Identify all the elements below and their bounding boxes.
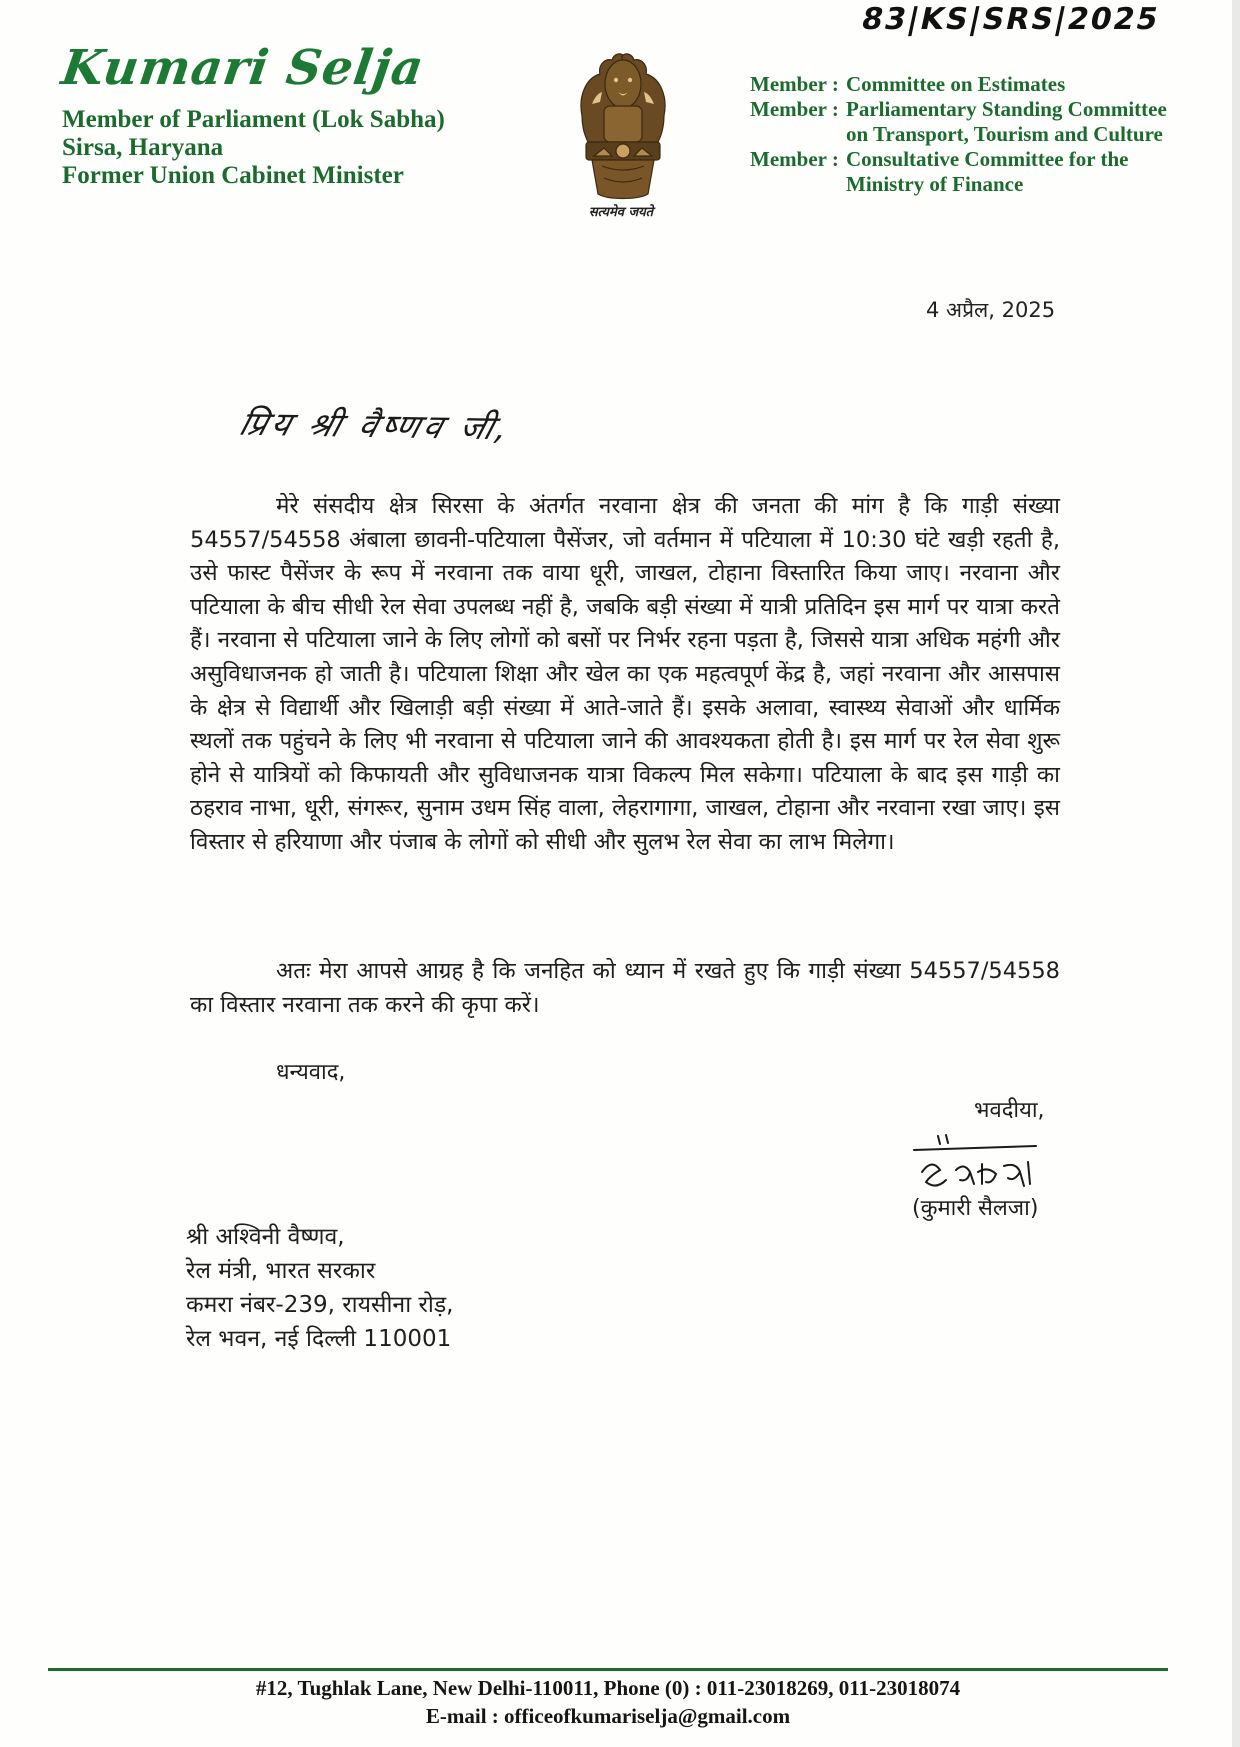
committee-name: Consultative Committee for the (846, 147, 1129, 171)
committee-name: Parliamentary Standing Committee (846, 97, 1167, 121)
emblem-motto: सत्यमेव जयते (588, 205, 654, 220)
recipient-line: रेल मंत्री, भारत सरकार (186, 1258, 376, 1284)
letterhead-footer (48, 1674, 1168, 1730)
committee-label: Member : (750, 72, 839, 96)
designation-line: Former Union Cabinet Minister (62, 162, 404, 189)
national-emblem-icon (568, 44, 678, 204)
thanks-line: धन्यवाद, (276, 1060, 346, 1085)
letter-date: 4 अप्रैल, 2025 (926, 298, 1056, 322)
letterhead-name: Kumari Selja (58, 40, 428, 96)
committee-label (750, 122, 846, 147)
designation-line: Sirsa, Haryana (62, 134, 224, 161)
committee-name: on Transport, Tourism and Culture (846, 122, 1163, 146)
committee-row (750, 122, 1167, 147)
committee-label (750, 172, 846, 197)
signatory-name: (कुमारी सैलजा) (912, 1196, 1039, 1221)
letter-request-paragraph: अतः मेरा आपसे आग्रह है कि जनहित को ध्यान में रखते हुए कि गाड़ी संख्या 54557/54558 का विस्तार नरवाना तक करने की कृपा करें। (190, 958, 1060, 1018)
committee-label: Member : (750, 97, 839, 121)
committee-row (750, 72, 1167, 97)
designation-line: Member of Parliament (Lok Sabha) (62, 106, 445, 133)
committee-row (750, 147, 1167, 172)
handwritten-reference-number: 83|KS|SRS|2025 (858, 2, 1164, 37)
page-edge (1232, 0, 1240, 1747)
committee-row (750, 172, 1167, 197)
committee-label: Member : (750, 147, 839, 171)
recipient-line: कमरा नंबर-239, रायसीना रोड़, (186, 1292, 454, 1318)
handwritten-salutation: प्रिय श्री वैष्णव जी, (235, 403, 517, 448)
recipient-line: श्री अश्विनी वैष्णव, (186, 1224, 345, 1250)
recipient-address (186, 1220, 453, 1356)
footer-divider (48, 1668, 1168, 1671)
committee-row (750, 97, 1167, 122)
handwritten-signature (908, 1132, 1048, 1198)
committee-name: Committee on Estimates (846, 72, 1066, 96)
letterhead-designation (62, 106, 445, 190)
recipient-line: रेल भवन, नई दिल्ली 110001 (186, 1326, 452, 1352)
committee-list (750, 72, 1167, 197)
footer-email: E-mail : officeofkumariselja@gmail.com (425, 1704, 791, 1728)
letter-body-paragraph: मेरे संसदीय क्षेत्र सिरसा के अंतर्गत नरवाना क्षेत्र की जनता की मांग है कि गाड़ी संख्या 54557/54558 अंबाला छावनी-पटियाला पैसेंजर, जो वर्तमान में पटियाला में 10:30 घंटे खड़ी रहती है, उसे फास्ट पैसेंजर के रूप में नरवाना तक वाया धूरी, जाखल, टोहाना विस्तारित किया जाए। नरवाना और पटियाला के बीच सीधी रेल सेवा उपलब्ध नहीं है, जबकि बड़ी संख्या में यात्री प्रतिदिन इस मार्ग पर यात्रा करते हैं। नरवाना से पटियाला जाने के लिए लोगों को बसों पर निर्भर रहना पड़ता है, जिससे यात्रा अधिक महंगी और असुविधाजनक हो जाती है। पटियाला शिक्षा और खेल का एक महत्वपूर्ण केंद्र है, जहां नरवाना और आसपास के क्षेत्र से विद्यार्थी और खिलाड़ी बड़ी संख्या में आते-जाते हैं। इसके अलावा, स्वास्थ्य सेवाओं और धार्मिक स्थलों तक पहुंचने के लिए भी नरवाना से पटियाला जाने की आवश्यकता होती है। इस मार्ग पर रेल सेवा शुरू होने से यात्रियों को किफायती और सुविधाजनक यात्रा विकल्प मिल सकेगा। पटियाला के बाद इस गाड़ी का ठहराव नाभा, धूरी, संगरूर, सुनाम उधम सिंह वाला, लेहरागागा, जाखल, टोहाना और नरवाना रखा जाए। इस विस्तार से हरियाणा और पंजाब के लोगों को सीधी और सुलभ रेल सेवा का लाभ मिलेगा। (190, 493, 1060, 855)
closing-line: भवदीया, (974, 1098, 1045, 1123)
committee-name: Ministry of Finance (846, 172, 1024, 196)
footer-address: #12, Tughlak Lane, New Delhi-110011, Phone (0) : 011-23018269, 011-23018074 (255, 1676, 961, 1700)
